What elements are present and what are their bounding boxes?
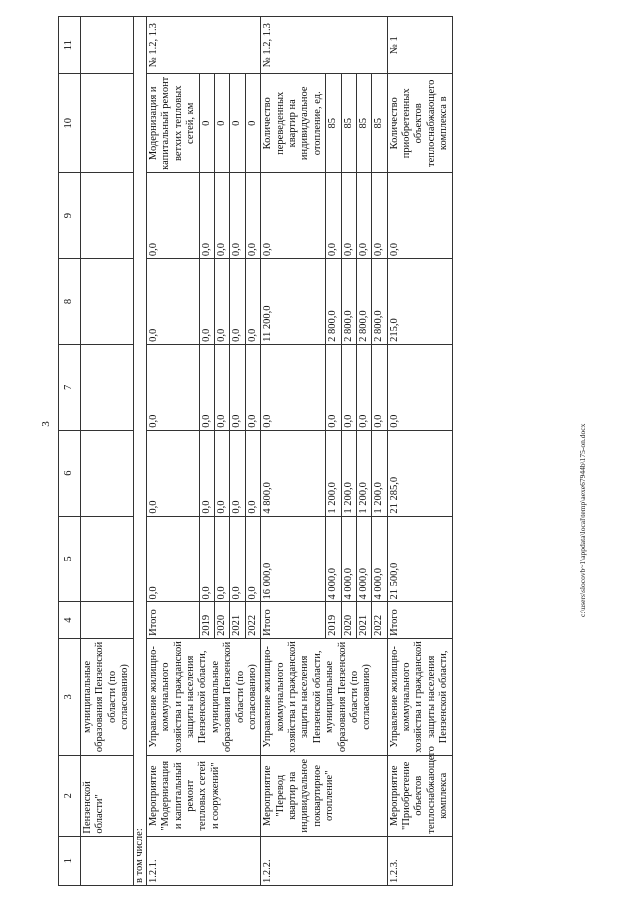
- amount-cell: 0,0: [146, 516, 199, 602]
- amount-cell: 0,0: [199, 430, 214, 516]
- amount-cell: 0,0: [146, 259, 199, 345]
- indicator-value: 0: [230, 74, 245, 173]
- amount-cell: 0,0: [146, 430, 199, 516]
- amount-cell: 1 200,0: [356, 430, 371, 516]
- year-cell: 2021: [230, 602, 245, 638]
- amount-cell: 0,0: [245, 173, 260, 259]
- amount-cell: 2 800,0: [356, 259, 371, 345]
- column-number: 9: [59, 173, 81, 259]
- continuation-row: [81, 17, 134, 886]
- cont-name-cell: Пензенской области": [81, 755, 134, 836]
- indicator-value: 0: [214, 74, 229, 173]
- column-number: 7: [59, 344, 81, 430]
- indicator-ref: № 1.2, 1.3: [261, 17, 387, 74]
- amount-cell: 4 000,0: [372, 516, 387, 602]
- amount-cell: 0,0: [372, 344, 387, 430]
- year-cell: Итого: [261, 602, 326, 638]
- column-number: 3: [59, 638, 81, 755]
- column-number-row: [59, 17, 81, 886]
- amount-cell: 4 000,0: [356, 516, 371, 602]
- indicator-name: Количество переведенных квартир на индивидуальное отопление, ед.: [261, 74, 326, 173]
- amount-cell: 215,0: [387, 259, 452, 345]
- table-row: [146, 17, 199, 886]
- indicator-name: Модернизация и капитальный ремонт ветхих тепловых сетей, км: [146, 74, 199, 173]
- column-number: 5: [59, 516, 81, 602]
- column-number: 10: [59, 74, 81, 173]
- indicator-ref: № 1.2, 1.3: [146, 17, 260, 74]
- indicator-name: Количество приобретенных объектов теплоснабжающего комплекса в: [387, 74, 452, 173]
- in-total-row: [133, 17, 146, 886]
- page-number: 3: [40, 421, 52, 427]
- indicator-value: 0: [199, 74, 214, 173]
- amount-cell: 0,0: [230, 430, 245, 516]
- program-table: [58, 16, 453, 886]
- amount-cell: 0,0: [146, 344, 199, 430]
- amount-cell: 2 800,0: [372, 259, 387, 345]
- amount-cell: 0,0: [356, 344, 371, 430]
- amount-cell: 1 200,0: [341, 430, 356, 516]
- measure-name: Мероприятие "Перевод квартир на индивидуальное поквартирное отопление": [261, 755, 387, 836]
- amount-cell: 11 200,0: [261, 259, 326, 345]
- indicator-value: 85: [356, 74, 371, 173]
- amount-cell: 2 800,0: [326, 259, 341, 345]
- amount-cell: 0,0: [230, 173, 245, 259]
- amount-cell: 0,0: [387, 173, 452, 259]
- indicator-value: 85: [372, 74, 387, 173]
- amount-cell: 0,0: [245, 430, 260, 516]
- amount-cell: 0,0: [146, 173, 199, 259]
- cont-num-cell: [81, 836, 134, 885]
- indicator-value: 0: [245, 74, 260, 173]
- year-cell: 2021: [356, 602, 371, 638]
- cont-exec-cell: муниципальные образования Пензенской области (по согласованию): [81, 638, 134, 755]
- amount-cell: 21 285,0: [387, 430, 452, 516]
- measure-number: 1.2.3.: [387, 836, 452, 885]
- year-cell: 2020: [214, 602, 229, 638]
- amount-cell: 0,0: [372, 173, 387, 259]
- amount-cell: 0,0: [214, 259, 229, 345]
- year-cell: 2022: [245, 602, 260, 638]
- in-total-label: в том числе:: [133, 17, 146, 886]
- amount-cell: 2 800,0: [341, 259, 356, 345]
- measure-executor: Управление жилищно-коммунального хозяйства и гражданской защиты населения Пензенской области, муниципальные образования Пензенской области (по согласованию): [146, 638, 260, 755]
- column-number: 4: [59, 602, 81, 638]
- amount-cell: 0,0: [326, 344, 341, 430]
- amount-cell: 4 800,0: [261, 430, 326, 516]
- amount-cell: 0,0: [230, 344, 245, 430]
- measure-name: Мероприятие "Приобретение объектов теплоснабжающего комплекса: [387, 755, 452, 836]
- amount-cell: 21 500,0: [387, 516, 452, 602]
- measure-number: 1.2.2.: [261, 836, 387, 885]
- indicator-value: 85: [341, 74, 356, 173]
- table-row: [387, 17, 452, 886]
- amount-cell: 4 000,0: [341, 516, 356, 602]
- amount-cell: 0,0: [245, 516, 260, 602]
- measure-name: Мероприятие "Модернизация и капитальный ремонт тепловых сетей и сооружений": [146, 755, 260, 836]
- column-number: 11: [59, 17, 81, 74]
- amount-cell: 0,0: [214, 516, 229, 602]
- column-number: 8: [59, 259, 81, 345]
- measure-number: 1.2.1.: [146, 836, 260, 885]
- year-cell: 2020: [341, 602, 356, 638]
- amount-cell: 0,0: [199, 259, 214, 345]
- year-cell: 2022: [372, 602, 387, 638]
- amount-cell: 0,0: [245, 344, 260, 430]
- rotated-page: [58, 16, 592, 886]
- year-cell: Итого: [146, 602, 199, 638]
- column-number: 6: [59, 430, 81, 516]
- measure-executor: Управление жилищно-коммунального хозяйства и гражданской защиты населения Пензенской области, муниципальные образования Пензенской области (по согласованию): [261, 638, 387, 755]
- table-row: [261, 17, 326, 886]
- amount-cell: 0,0: [230, 516, 245, 602]
- indicator-value: 85: [326, 74, 341, 173]
- indicator-ref: № 1: [387, 17, 452, 74]
- amount-cell: 0,0: [199, 344, 214, 430]
- amount-cell: 1 200,0: [372, 430, 387, 516]
- amount-cell: 0,0: [230, 259, 245, 345]
- column-number: 1: [59, 836, 81, 885]
- amount-cell: 1 200,0: [326, 430, 341, 516]
- amount-cell: 4 000,0: [326, 516, 341, 602]
- amount-cell: 0,0: [341, 173, 356, 259]
- amount-cell: 0,0: [326, 173, 341, 259]
- amount-cell: 0,0: [214, 430, 229, 516]
- year-cell: Итого: [387, 602, 452, 638]
- amount-cell: 0,0: [214, 344, 229, 430]
- amount-cell: 0,0: [341, 344, 356, 430]
- amount-cell: 0,0: [261, 344, 326, 430]
- measure-executor: Управление жилищно-коммунального хозяйства и гражданской защиты населения Пензенской области,: [387, 638, 452, 755]
- amount-cell: 0,0: [261, 173, 326, 259]
- footer-file-path: c:\users\slocovb~1\appdata\local\temp\aexe67944b\175-on.docx: [578, 423, 587, 617]
- amount-cell: 0,0: [199, 173, 214, 259]
- year-cell: 2019: [326, 602, 341, 638]
- amount-cell: 0,0: [387, 344, 452, 430]
- year-cell: 2019: [199, 602, 214, 638]
- amount-cell: 0,0: [356, 173, 371, 259]
- amount-cell: 0,0: [245, 259, 260, 345]
- amount-cell: 0,0: [214, 173, 229, 259]
- amount-cell: 16 000,0: [261, 516, 326, 602]
- column-number: 2: [59, 755, 81, 836]
- amount-cell: 0,0: [199, 516, 214, 602]
